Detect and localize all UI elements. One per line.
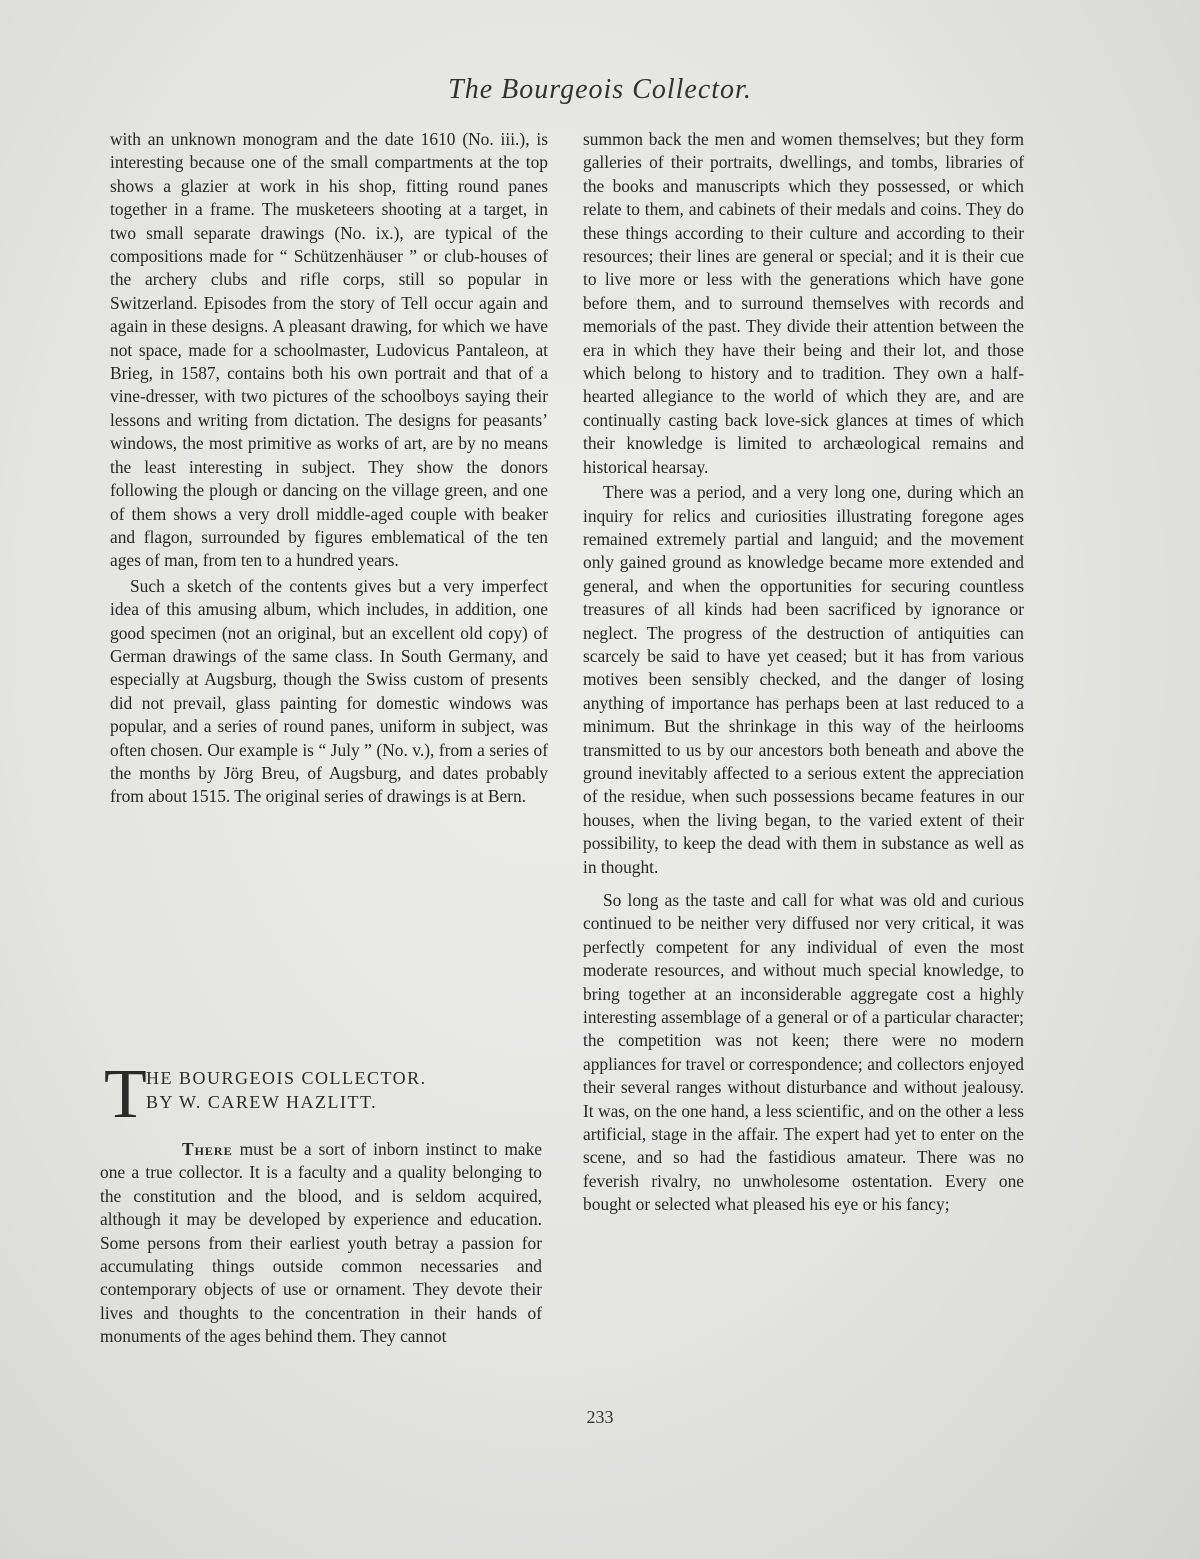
- article-paragraph-1-text: must be a sort of inborn instinct to make one a true collector. It is a faculty and a quality belonging to the constitution and the blood, and is seldom acquired, although it may be developed by experience and education. Some persons from their earliest youth betray a passion for accumulating things outside common necessaries and contemporary objects of use or ornament. They devote their lives and thoughts to the concentration in their hands of monuments of the ages behind them. They cannot: [100, 1139, 542, 1347]
- left-paragraph-1: with an unknown monogram and the date 1610 (No. iii.), is interesting because one of the small compartments at the top shows a glazier at work in his shop, fitting round panes together in a frame. The musketeers shooting at a target, in two small separate drawings (No. ix.), are typical of the compositions made for “ Schützenhäuser ” or club-houses of the archery clubs and rifle corps, still so popular in Switzerland. Episodes from the story of Tell occur again and again in these designs. A pleasant drawing, for which we have not space, made for a schoolmaster, Ludovicus Pantaleon, at Brieg, in 1587, contains both his own portrait and that of a vine-dresser, with two pictures of the schoolboys saying their lessons and writing from dictation. The designs for peasants’ windows, the most primitive as works of art, are by no means the least interesting in subject. They show the donors following the plough or dancing on the village green, and one of them shows a very droll middle-aged couple with beaker and flagon, surrounded by figures emblematical of the ten ages of man, from ten to a hundred years.: [110, 129, 548, 571]
- right-paragraph-2: There was a period, and a very long one, during which an inquiry for relics and curiosities illustrating foregone ages remained extremely partial and languid; and the movement only gained ground as knowledge became more extended and general, and when the opportunities for securing countless treasures of all kinds had been sacrificed by ignorance or neglect. The progress of the destruction of antiquities can scarcely be said to have yet ceased; but it has from various motives been sensibly checked, and the danger of losing anything of importance has perhaps been at last reduced to a minimum. But the shrinkage in this way of the heirlooms transmitted to us by our ancestors both beneath and above the ground inevitably affected to a serious extent the appreciation of the residue, when such possessions became features in our houses, when the living began, to the varied extent of their possibility, to keep the dead with them in substance as well as in thought.: [583, 482, 1024, 877]
- right-paragraph-3: So long as the taste and call for what was old and curious continued to be neither very diffused nor very critical, it was perfectly competent for any individual of even the most moderate resources, and without much special knowledge, to bring together at an inconsiderable aggregate cost a highly interesting assemblage of a general or of a particular character; the competition was not keen; there were no modern appliances for travel or correspondence; and collectors enjoyed their several ranges without disturbance and without jealousy. It was, on the one hand, a less scientific, and on the other a less artificial, stage in the affair. The expert had yet to enter on the scene, and so had the fastidious amateur. There was no feverish rivalry, no unwholesome ostentation. Every one bought or selected what pleased his eye or his fancy;: [583, 890, 1024, 1215]
- article-heading: [104, 1056, 544, 1133]
- article-paragraph-1: [100, 1138, 542, 1349]
- drop-cap: T: [104, 1056, 147, 1133]
- page-number: 233: [586, 1407, 614, 1427]
- running-head: The Bourgeois Collector.: [448, 74, 752, 105]
- article-byline: BY W. CAREW HAZLITT.: [146, 1092, 378, 1112]
- right-paragraph-1: summon back the men and women themselves; but they form galleries of their portraits, dwellings, and tombs, libraries of the books and manuscripts which they possessed, or which relate to them, and cabinets of their medals and coins. They do these things according to their culture and according to their resources; their lines are general or special; and it is their cue to live more or less with the generations which have gone before them, and to surround themselves with records and memorials of the past. They divide their attention between the era in which they have their being and their lot, and those which belong to history and to tradition. They own a half-hearted allegiance to the world of which they are, and are continually casting back love-sick glances at times of which their knowledge is limited to archæological remains and historical hearsay.: [583, 129, 1024, 477]
- article-body-column: [100, 1138, 542, 1349]
- article-title: HE BOURGEOIS COLLECTOR.: [146, 1068, 427, 1088]
- right-column: [583, 128, 1024, 1217]
- lead-word: There: [182, 1139, 233, 1159]
- left-column: [110, 128, 548, 809]
- left-paragraph-2: Such a sketch of the contents gives but a very imperfect idea of this amusing album, which includes, in addition, one good specimen (not an original, but an excellent old copy) of German drawings of the same class. In South Germany, and especially at Augsburg, though the Swiss custom of presents did not prevail, glass painting for domestic windows was popular, and a series of round panes, uniform in subject, was often chosen. Our example is “ July ” (No. v.), from a series of the months by Jörg Breu, of Augsburg, and dates probably from about 1515. The original series of drawings is at Bern.: [110, 575, 548, 807]
